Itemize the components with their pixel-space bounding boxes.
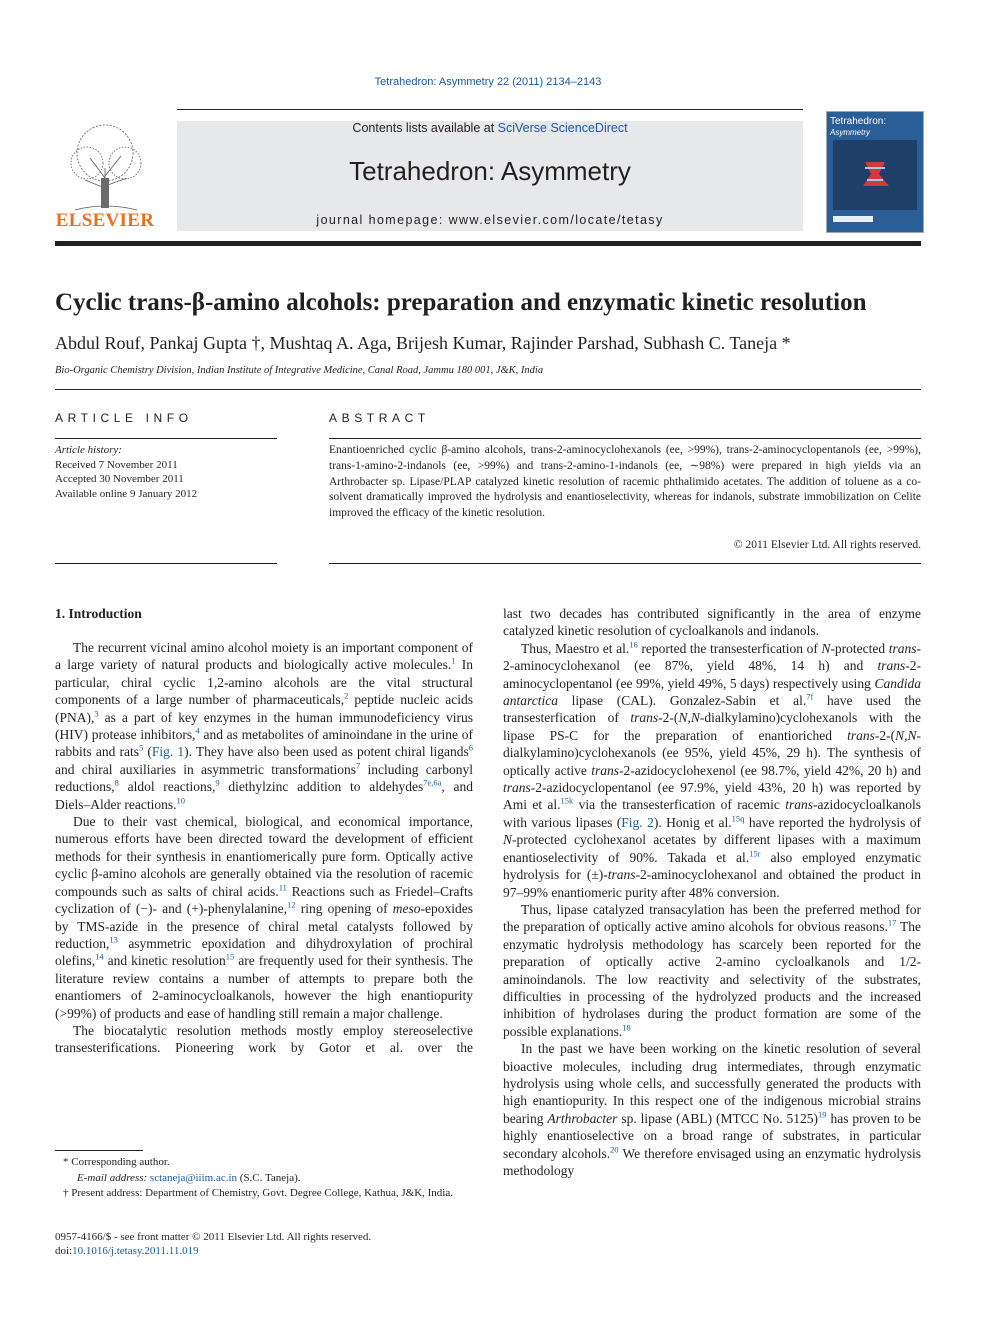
body-right-column: last two decades has contributed significantly in the area of enzyme catalyzed kinetic resolution of cycloalkanols and indanols. Thus, Maestro et al.$^{16}$ reported the transesterfication of N-protected trans-2-aminocyclohexanol (ee 87%, yield 48%, 14 h) and trans-2-aminocyclopentanol (ee 99%, yield 49%, 5 days) respectively using Candida antarctica lipase (CAL). Gonzalez-Sabin et al.$^{7f}$ have used the transesterfication of trans-2-(N,N-dialkylamino)cyclohexanols with the lipase PS-C for the preparation of enantioriched trans-2-(N,N-dialkylamino)cyclohexanols (ee 95%, yield 45%, 29 h). The synthesis of optically active trans-2-azidocyclohexenol (ee 98.7%, yield 42%, 20 h) and trans-2-azidocyclopentanol (ee 97.9%, yield 43%, 20 h) was reported by Ami et al.$^{15k}$ via the transesterfication of racemic trans-azidocycloalkanols with various lipases (Fig. 2). Honig et al.$^{15q}$ have reported the hydrolysis of N-protected cyclohexanol acetates by different lipases with a maximum enantioselectivity of 90%. Takada et al.$^{15r}$ also employed enzymatic hydrolysis for (±)-trans-2-aminocyclohexanol and obtained the product in 97–99% enantiomeric purity after 48% conversion. Thus, lipase catalyzed transacylation has been the preferred method for the preparation of optically active amino alcohols for obvious reasons.$^{17}$ The enzymatic hydrolysis methodology has scarcely been reported for the preparation of optically active 2-amino cycloalkanols and 1/2-aminoindanols. The low reactivity and selectivity of the substrates, difficulties in processing of the hydrolyzed products and the increased inhibition of hydrolases during the product formation are some of the possible explanations.$^{18}$ In the past we have been working on the kinetic resolution of several bioactive molecules, including drug intermediates, through enzymatic hydrolysis using whole cells, and successfully generated the products with high enantiopurity. In this respect one of the indigenous microbial strains bearing Arthrobacter sp. lipase (ABL) (MTCC No. 5125)$^{19}$ has proven to be highly enantioselective on a broad range of substrates, in particular secondary alcohols.$^{20}$ We therefore envisaged using an enzymatic hydrolysis methodology [503, 606, 922, 1178]
author-list: Abdul Rouf, Pankaj Gupta †, Mushtaq A. Aga, Brijesh Kumar, Rajinder Parshad, Subhash C. Taneja * [55, 333, 791, 353]
accepted-date: Accepted 30 November 2011 [55, 473, 184, 485]
received-date: Received 7 November 2011 [55, 458, 178, 471]
article-info-bottom-rule [55, 563, 277, 564]
abstract-heading: ABSTRACT [329, 411, 430, 425]
doi-prefix: doi: [55, 1245, 73, 1257]
email-label: E-mail address: [77, 1171, 148, 1184]
footnote-rule [55, 1150, 143, 1151]
title-divider [55, 389, 921, 390]
header-thick-rule [55, 241, 921, 246]
contents-prefix: Contents lists available at [352, 121, 498, 135]
email-note [55, 1171, 475, 1187]
abstract-copyright: © 2011 Elsevier Ltd. All rights reserved. [733, 539, 921, 551]
header-rule [177, 109, 803, 110]
issn-block [55, 1230, 485, 1258]
footnotes [55, 1155, 475, 1202]
article-history [55, 443, 197, 501]
affiliation: Bio-Organic Chemistry Division, Indian Institute of Integrative Medicine, Canal Road, Jammu 180 001, J&K, India [55, 365, 544, 376]
online-date: Available online 9 January 2012 [55, 487, 198, 500]
cover-title-line1: Tetrahedron: [830, 116, 887, 127]
doi-line [55, 1244, 485, 1258]
journal-homepage-link[interactable]: journal homepage: www.elsevier.com/locate/tetasy [316, 213, 664, 227]
abstract-text: Enantioenriched cyclic β-amino alcohols, trans-2-aminocyclohexanols (ee, >99%), trans-2-aminocyclopentanols (ee, >99%), trans-1-amino-2-indanols (ee, >99%) and trans-2-amino-1-indanols (ee, ∼98%) were prepared in high yields via an Arthrobacter sp. Lipase/PLAP catalyzed kinetic resolution of racemic phthalimido acetates. The addition of toluene as a co-solvent dramatically improved the hydrolysis and enantioselectivity, whereas for indanols, substrate immobilization on Celite improved the efficacy of the kinetic resolution. [329, 444, 921, 520]
abstract-bottom-rule [329, 563, 921, 564]
present-address-note: † Present address: Department of Chemistry, Govt. Degree College, Kathua, J&K, India. [63, 1187, 453, 1199]
corresponding-author-note: * Corresponding author. [63, 1156, 170, 1168]
sciencedirect-link[interactable]: SciVerse ScienceDirect [497, 121, 628, 135]
journal-citation[interactable]: Tetrahedron: Asymmetry 22 (2011) 2134–2143 [374, 76, 602, 88]
email-suffix: (S.C. Taneja). [239, 1171, 301, 1184]
elsevier-wordmark: ELSEVIER [55, 210, 155, 231]
cover-title [830, 116, 920, 138]
cover-title-line2: Asymmetry [830, 128, 870, 137]
contents-line [177, 121, 803, 135]
article-info-heading: ARTICLE INFO [55, 411, 193, 425]
section-heading-introduction: 1. Introduction [55, 606, 142, 621]
body-left-column: The recurrent vicinal amino alcohol moiety is an important component of a large variety of natural products and biologically active molecules.$^1$ In particular, chiral cyclic 1,2-amino alcohols are the vital structural components of a large number of pharmaceuticals,$^2$ peptide nucleic acids (PNA),$^3$ as a part of key enzymes in the human immunodeficiency virus (HIV) protease inhibitors,$^4$ and as metabolites of aminoindane in the urine of rabbits and rats$^5$ (Fig. 1). They have also been used as potent chiral ligands$^6$ and chiral auxiliaries in asymmetric transformations$^7$ including carbonyl reductions,$^8$ aldol reactions,$^9$ diethylzinc addition to aldehydes$^{7e,6a}$, and Diels–Alder reactions.$^{10}$ Due to their vast chemical, biological, and economical importance, numerous efforts have been directed toward the development of efficient methods for their synthesis in enantiomerically pure form. Optically active cyclic β-amino alcohols are generally obtained via the resolution of racemic compounds such as salts of chiral acids.$^{11}$ Reactions such as Friedel–Crafts cyclization of (−)- and (+)-phenylalanine,$^{12}$ ring opening of meso-epoxides by TMS-azide in the presence of chiral metal catalysts followed by reduction,$^{13}$ asymmetric epoxidation and dihydroxylation of prochiral olefins,$^{14}$ and kinetic resolution$^{15}$ are frequently used for their synthesis. The literature review contains a number of attempts to prepare both the enantiomers of 2-aminocycloalkanols, however the high enantiopurity (>99%) of products and ease of handling still remain a major challenge. The biocatalytic resolution methods mostly employ stereoselective transesterifications. Pioneering work by Gotor et al. over the [55, 640, 474, 1056]
article-info-rule [55, 438, 277, 439]
front-matter-line: 0957-4166/$ - see front matter © 2011 Elsevier Ltd. All rights reserved. [55, 1231, 372, 1243]
history-title: Article history: [55, 444, 122, 456]
email-link[interactable]: sctaneja@iiim.ac.in [149, 1171, 238, 1184]
doi-link[interactable]: 10.1016/j.tetasy.2011.11.019 [72, 1245, 199, 1257]
article-title: Cyclic trans-β-amino alcohols: preparation and enzymatic kinetic resolution [55, 289, 867, 316]
journal-title: Tetrahedron: Asymmetry [349, 156, 631, 186]
abstract-rule [329, 438, 921, 439]
